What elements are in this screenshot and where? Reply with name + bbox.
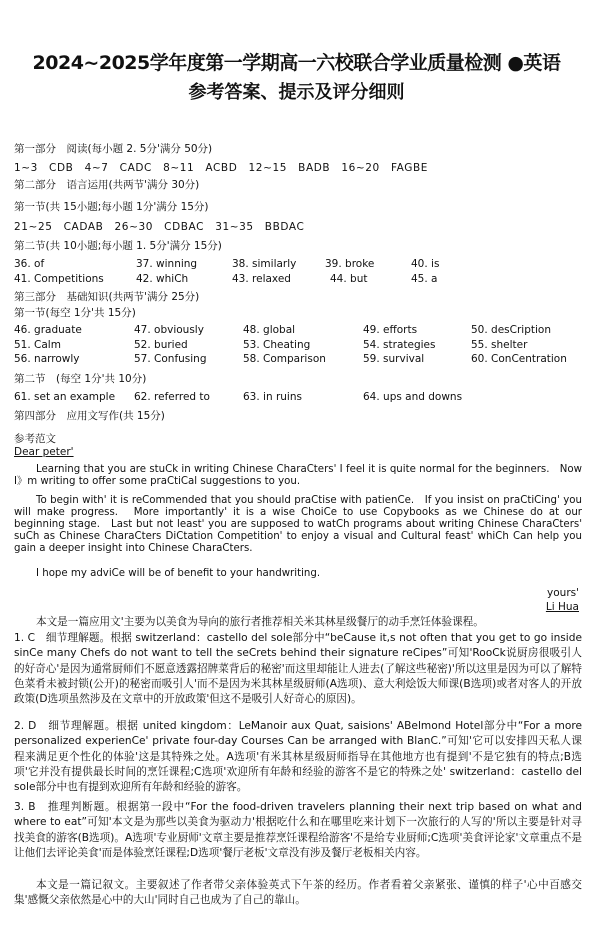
answer-cell: 52. buried: [134, 338, 188, 351]
answer-cell: 43. relaxed: [232, 273, 291, 285]
answer-cell: 60. ConCentration: [471, 353, 567, 365]
essay-greeting: Dear peter': [14, 446, 74, 458]
answer-cell: 51. Calm: [14, 338, 61, 351]
answer-cell: 36. of: [14, 258, 45, 270]
answer-cell: 54. strategies: [363, 338, 436, 351]
part3-heading: 第三部分 基础知识(共两节'满分 25分): [14, 291, 200, 303]
passage-outro: 本文是一篇记叙文。主要叙述了作者带父亲体验英式下午茶的经历。作者看着父亲紧张、谨慎的样子'心中百感交集'感慨父亲依然是心中的大山'同时自己也成为了自己的靠山。: [14, 879, 582, 907]
essay-paragraph: To begin with' it is reCommended that you should praCtise with patienCe. If you insist on praCtiCing' you will make progress. More importantly' it is a wise ChoiCe to use Copybooks as we Chinese do at our beginning stage. Last but not least' you are supposed to watCh programs about writing Chinese CharaCters' suCh as Chinese CharaCters DiCtation Competition' to enjoy a visual and Cultural feast' whiCh Can help you gain a deeper insight into Chinese CharaCters.: [14, 495, 582, 554]
part4-heading: 第四部分 应用文写作(共 15分): [14, 410, 165, 422]
answer-cell: 62. referred to: [134, 391, 210, 403]
answer-cell: 50. desCription: [471, 324, 551, 336]
part2-section1-heading: 第一节(共 15小题;每小题 1分'满分 15分): [14, 201, 209, 213]
part3-section2-heading: 第二节 (每空 1分'共 10分): [14, 373, 147, 385]
answer-cell: 47. obviously: [134, 324, 204, 336]
page-subtitle: 参考答案、提示及评分细则: [188, 82, 405, 103]
explanation-q3: 3. B 推理判断题。根据第一段中“For the food-driven travelers planning their next trip based on what and where to eat”可知'本文是为那些以美食为驱动力'根据吃什么和在哪里吃来计划下一次旅行的人写的'所以主要是针对寻找美食的游客(B选项)。A选项'专业厨师'文章主要是推荐烹饪课程给游客'不是给专业厨师;C选项'美食评论家'文章重点不是让他们去评论美食'而是体验烹饪课程;D选项'餐厅老板'文章没有涉及餐厅老板相关内容。: [14, 801, 582, 859]
essay-paragraph: I hope my adviCe will be of benefit to your handwriting.: [36, 568, 321, 579]
essay-signature: Li Hua: [545, 601, 579, 613]
answer-cell: 38. similarly: [232, 258, 297, 270]
answer-cell: 37. winning: [136, 258, 198, 270]
part1-answers: 1~3 CDB 4~7 CADC 8~11 ACBD 12~15 BADB 16~20 FAGBE: [14, 162, 428, 174]
answer-cell: 63. in ruins: [243, 391, 302, 403]
answer-cell: 55. shelter: [471, 338, 528, 351]
answer-cell: 39. broke: [325, 258, 375, 270]
essay-label: 参考范文: [14, 433, 56, 445]
part2-heading: 第二部分 语言运用(共两节'满分 30分): [14, 179, 200, 191]
answer-cell: 42. whiCh: [136, 273, 189, 285]
answer-cell: 58. Comparison: [243, 353, 326, 365]
answer-cell: 41. Competitions: [14, 273, 104, 285]
passage-intro: 本文是一篇应用文'主要为以美食为导向的旅行者推荐相关米其林星级餐厅的动手烹饪体验课程。: [36, 616, 484, 628]
answer-cell: 64. ups and downs: [363, 391, 463, 403]
answer-cell: 44. but: [330, 273, 368, 285]
answer-cell: 56. narrowly: [14, 353, 80, 365]
page-title: 2024~2025学年度第一学期高一六校联合学业质量检测 ●英语: [32, 52, 561, 74]
answer-cell: 53. Cheating: [243, 338, 311, 351]
answer-cell: 49. efforts: [363, 324, 418, 336]
explanation-q1: 1. C 细节理解题。根据 switzerland：castello del sole部分中“beCause it,s not often that you get to go inside sinCe many Chefs do not want to tell the seCrets behind their signature reCipes”可知'RooCk说厨房很吸引人的好奇心'是因为通常厨师们不愿意透露招牌菜背后的秘密'而这里却能让人进去(了解这些秘密)'所以这里是因为可以了解特色菜肴未被封锁(公开)的秘密而吸引人'而不是因为米其林星级厨师(A选项)、意大利烩饭大师课(B选项)或者对客人的开放政策(D选项虽然涉及在文章中的开放政策'但这不是吸引人好奇心的原因)。: [14, 632, 582, 706]
answer-cell: 57. Confusing: [134, 353, 207, 365]
part3-section1-heading: 第一节(每空 1分'共 15分): [14, 307, 136, 319]
answer-cell: 46. graduate: [14, 324, 82, 336]
explanation-q2: 2. D 细节理解题。根据 united kingdom：LeManoir aux Quat, saisions' ABelmond Hotel部分中“For a more personalized experienCe' private four-day Courses Can be arranged with BlanC.”可知'它可以安排四天私人课程来满足更个性化的体验'这是其特殊之处。A选项'有米其林星级厨师指导在其他地方也有提到'不是它独有的特点;B选项'它并没有提供最长时间的烹饪课程;C选项'欢迎所有年龄和经验的游客不是它的特殊之处' switzerland：castello del sole部分中也有提到欢迎所有年龄和经验的游客。: [14, 720, 582, 794]
essay-closing: yours': [547, 587, 579, 599]
part2-section2-heading: 第二节(共 10小题;每小题 1. 5分'满分 15分): [14, 240, 222, 252]
part1-heading: 第一部分 阅读(每小题 2. 5分'满分 50分): [14, 143, 213, 155]
essay-paragraph: Learning that you are stuCk in writing Chinese CharaCters' I feel it is quite normal for the beginners. Now I》m writing to offer some praCtiCal suggestions to you.: [14, 464, 582, 487]
answer-cell: 40. is: [411, 258, 440, 270]
answer-cell: 61. set an example: [14, 391, 116, 403]
answer-cell: 45. a: [411, 273, 438, 285]
part2-section1-answers: 21~25 CADAB 26~30 CDBAC 31~35 BBDAC: [14, 221, 305, 233]
answer-cell: 59. survival: [363, 353, 425, 365]
answer-cell: 48. global: [243, 324, 296, 336]
